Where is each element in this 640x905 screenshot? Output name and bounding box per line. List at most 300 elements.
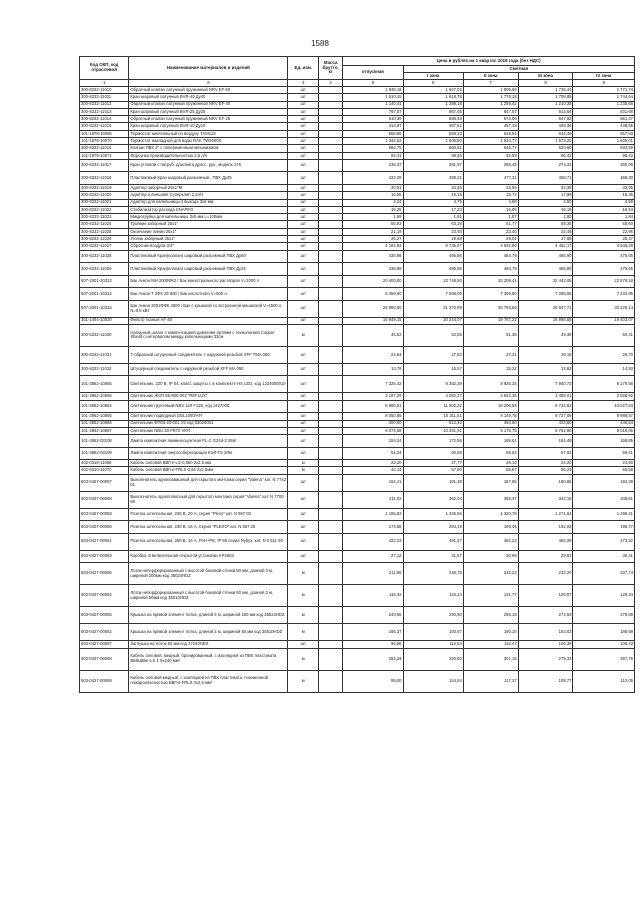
cell-release-price: 438,98 (343, 263, 403, 276)
cell-mass (319, 508, 343, 521)
table-row (80, 130, 635, 137)
cell-unit: шт (288, 130, 319, 137)
cell-unit: шт (288, 221, 319, 228)
cell-release-price: 4 184,92 (343, 243, 403, 250)
cell-zone-3: 458,71 (518, 172, 573, 185)
cell-zone-1: 320,60 (403, 648, 463, 670)
cell-mass (319, 400, 343, 413)
cell-zone-4: 186,59 (573, 624, 635, 641)
table-row (80, 199, 635, 206)
cell-zone-4: 468,30 (573, 172, 635, 185)
cell-unit: шт (288, 550, 319, 563)
cell-zone-4: 30,41 (573, 550, 635, 563)
cell-zone-3: 164,49 (518, 435, 573, 448)
cell-zone-4: 475,65 (573, 250, 635, 263)
cell-zone-3: 342,15 (518, 491, 573, 508)
cell-zone-4: 168,85 (573, 435, 635, 448)
cell-zone-2: 1 320,78 (463, 508, 518, 521)
cell-zone-1: 10 341,91 (403, 427, 463, 434)
table-row (80, 648, 635, 670)
cell-unit: шт (288, 101, 319, 108)
cell-code: 402-0310-11068 (80, 460, 129, 467)
cell-zone-1: 11 502,22 (403, 400, 463, 413)
cell-unit: шт (288, 214, 319, 221)
cell-release-price: 8 980,51 (343, 400, 403, 413)
cell-code: 300-8232-11027 (80, 243, 129, 250)
cell-release-price: 4,24 (343, 199, 403, 206)
cell-name: Бак Анкон Т 2ФК 25 500 / Бак кислотного V=500 л (129, 288, 288, 301)
table-row (80, 159, 635, 172)
cell-zone-2: 285,15 (463, 607, 518, 624)
cell-zone-1: 27,77 (403, 460, 463, 467)
price-table (79, 56, 635, 693)
cell-unit: шт (288, 94, 319, 101)
cell-name: Крышка на прямой элемент лотка, длиной 3 м, шириной 200 мм код 35524HDZ (129, 607, 288, 624)
cell-zone-3: 180,86 (518, 474, 573, 491)
cell-zone-4: 195,77 (573, 521, 635, 534)
cell-mass (319, 130, 343, 137)
cell-name: Светильник подводный GBL1000/AFI (129, 413, 288, 420)
cell-zone-3: 192,03 (518, 521, 573, 534)
table-row (80, 624, 635, 641)
cell-zone-2: 454,60 (463, 420, 518, 427)
cell-unit: шт (288, 363, 319, 376)
cell-code: 503-0427-00067 (80, 641, 129, 648)
cell-zone-1: 20 244,07 (403, 317, 463, 324)
table-row (80, 172, 635, 185)
cell-zone-2: 7 369,80 (463, 288, 518, 301)
cell-mass (319, 533, 343, 550)
table-row (80, 474, 635, 491)
cell-code: 300-8232-11016 (80, 145, 129, 152)
cell-zone-2: 187,85 (463, 474, 518, 491)
cell-zone-3: 1 271,64 (518, 508, 573, 521)
cell-code: 507-2001-10313 (80, 275, 129, 288)
cell-mass (319, 427, 343, 434)
cell-zone-2: 8 925,34 (463, 376, 518, 393)
table-row (80, 427, 635, 434)
cell-mass (319, 624, 343, 641)
cell-unit: шт (288, 145, 319, 152)
cell-zone-4: 60,60 (573, 221, 635, 228)
cell-zone-4: 18,36 (573, 192, 635, 199)
cell-zone-2: 482,22 (463, 533, 518, 550)
cell-zone-4: 112,05 (573, 670, 635, 692)
cell-zone-2: 131,77 (463, 585, 518, 607)
cell-unit: шт (288, 317, 319, 324)
cell-name: Светильник, 220 В, IP 54, класс защиты I, в комплекте HS LED, код 1224000010 (129, 376, 288, 393)
cell-zone-1: 495,86 (403, 250, 463, 263)
cell-code: 101-3862-03108 (80, 435, 129, 448)
cell-zone-3: 644,49 (518, 130, 573, 137)
cell-mass (319, 447, 343, 460)
cell-unit: шт (288, 206, 319, 213)
cell-name: Бак Анкон 2002ФФК 4500 / Бак с крышкой со встроенной мешалкой V=4500 л, N=0,5 кВт (129, 300, 288, 317)
cell-name: Кран шаровый латунный BVR-25 Ду25 (129, 108, 288, 115)
cell-name: Розетка штепсельная, 250 В, 16 А, PnH+PE, IP 66 серия Nybyx, кат. N 0 511 56 (129, 533, 288, 550)
cell-unit: шт (288, 413, 319, 420)
table-row (80, 400, 635, 413)
cell-mass (319, 413, 343, 420)
cell-name: Адаптер для капельницы 4 выхода 3х5 мм (129, 199, 288, 206)
cell-code: 300-8232-11018 (80, 172, 129, 185)
table-row (80, 288, 635, 301)
cell-zone-1: 1 606,50 (403, 138, 463, 145)
cell-release-price: 166,37 (343, 624, 403, 641)
cell-mass (319, 607, 343, 624)
cell-zone-4: 1 771,74 (573, 87, 635, 94)
cell-release-price: 550,85 (343, 130, 403, 137)
cell-unit: шт (288, 199, 319, 206)
cell-zone-2: 30,99 (463, 550, 518, 563)
header-name: Наименование материалов и изделий (129, 57, 288, 80)
cell-unit: шт (288, 116, 319, 123)
column-numbers-row (80, 80, 635, 87)
cell-unit: м (288, 467, 319, 474)
cell-mass (319, 199, 343, 206)
cell-zone-4: 448,55 (573, 123, 635, 130)
cell-release-price: 7 325,42 (343, 376, 403, 393)
cell-code: 402-0310-11070 (80, 467, 129, 474)
cell-zone-2: 15,22 (463, 363, 518, 376)
cell-zone-4: 19 403,07 (573, 317, 635, 324)
cell-zone-3: 16 996,58 (518, 317, 573, 324)
cell-zone-3: 16,19 (518, 206, 573, 213)
cell-zone-2: 355,37 (463, 491, 518, 508)
cell-zone-3: 465,90 (518, 250, 573, 263)
cell-mass (319, 87, 343, 94)
cell-zone-3: 55,23 (518, 467, 573, 474)
cell-name: Светильник NBU 30 FR70 VKR (129, 427, 288, 434)
cell-release-price: 30,51 (343, 184, 403, 191)
cell-zone-2: 484,79 (463, 250, 518, 263)
cell-name: Заглушка на лоток 50 мм код 37240HDZ (129, 641, 288, 648)
table-row (80, 108, 635, 115)
cell-release-price: 1 140,41 (343, 101, 403, 108)
cell-zone-3: 49,38 (518, 324, 573, 346)
cell-zone-4: 14,93 (573, 363, 635, 376)
cell-zone-1: 112,54 (403, 641, 463, 648)
cell-name: Выключатель одноклавишный для скрытого монтажа серия "Valena" кат. N 7742 01 (129, 474, 288, 491)
cell-name: Штуцерный соединитель с наружной резьбой XFF MA 050 (129, 363, 288, 376)
cell-release-price: 311,02 (343, 491, 403, 508)
cell-zone-4: 475,65 (573, 263, 635, 276)
cell-zone-2: 117,27 (463, 670, 518, 692)
cell-code: 101-3862-10866 (80, 420, 129, 427)
cell-unit: м (288, 648, 319, 670)
cell-code: 300-8232-11010 (80, 87, 129, 94)
cell-zone-1: 193,67 (403, 624, 463, 641)
cell-name: Форсунка производительностью 2,5 л/ч (129, 152, 288, 159)
cell-code: 503-0427-00065 (80, 607, 129, 624)
cell-release-price: 115,32 (343, 585, 403, 607)
cell-release-price: 400,00 (343, 420, 403, 427)
cell-mass (319, 435, 343, 448)
cell-unit: шт (288, 533, 319, 550)
cell-zone-2: 242,22 (463, 563, 518, 585)
cell-zone-1: 488,21 (403, 172, 463, 185)
cell-zone-2: 1 778,18 (463, 94, 518, 101)
cell-name: Обратный клапан латунный пружинный NRV EF-50 (129, 87, 288, 94)
colnum: 8 (518, 80, 573, 87)
cell-zone-2: 674,09 (463, 116, 518, 123)
cell-mass (319, 275, 343, 288)
cell-unit: шт (288, 641, 319, 648)
cell-mass (319, 263, 343, 276)
cell-name: Окончание линии 25х1" (129, 228, 288, 235)
cell-release-price: 27,12 (343, 550, 403, 563)
cell-release-price: 238,47 (343, 159, 403, 172)
cell-mass (319, 376, 343, 393)
cell-zone-4: 473,32 (573, 533, 635, 550)
cell-mass (319, 521, 343, 534)
cell-zone-3: 17,99 (518, 192, 573, 199)
cell-zone-1: 658,13 (403, 130, 463, 137)
cell-zone-1: 1,91 (403, 214, 463, 221)
cell-zone-2: 1,87 (463, 214, 518, 221)
cell-zone-4: 24,80 (573, 460, 635, 467)
cell-name: Клапан ПВХ 2" с попеременным механизмом (129, 145, 288, 152)
cell-unit: шт (288, 250, 319, 263)
cell-zone-1: 1 345,56 (403, 508, 463, 521)
cell-zone-2: 847,67 (463, 108, 518, 115)
cell-name: Розетка штепсельная, 230 В, 16 А, Серия "PLEXO" кат. N 867 25 (129, 521, 288, 534)
cell-zone-3: 59,36 (518, 221, 573, 228)
table-header (80, 57, 635, 87)
cell-unit: м (288, 324, 319, 346)
cell-code: 507-2001-10315 (80, 300, 129, 317)
table-row (80, 550, 635, 563)
cell-unit: шт (288, 427, 319, 434)
cell-mass (319, 563, 343, 585)
cell-code: 300-8232-11017 (80, 159, 129, 172)
cell-unit: шт (288, 447, 319, 460)
cell-zone-1: 495,86 (403, 263, 463, 276)
cell-zone-4: 1 606,01 (573, 138, 635, 145)
cell-zone-1: 17,23 (403, 206, 463, 213)
cell-release-price: 55,93 (343, 221, 403, 228)
table-row (80, 94, 635, 101)
cell-zone-4: 1 235,66 (573, 101, 635, 108)
cell-release-price: 21,19 (343, 228, 403, 235)
table-row (80, 275, 635, 288)
table-row (80, 607, 635, 624)
cell-code: 300-8232-11024 (80, 221, 129, 228)
cell-release-price: 1,69 (343, 214, 403, 221)
cell-release-price: 16,95 (343, 192, 403, 199)
cell-code: 300-8232-11020 (80, 192, 129, 199)
cell-unit: шт (288, 491, 319, 508)
cell-zone-1: 31,57 (403, 550, 463, 563)
cell-zone-3: 22 442,05 (518, 275, 573, 288)
cell-name: Уголок заборный 25х1" (129, 236, 288, 243)
cell-release-price: 6 450,00 (343, 288, 403, 301)
cell-unit: шт (288, 288, 319, 301)
cell-mass (319, 346, 343, 363)
cell-unit: шт (288, 346, 319, 363)
table-row (80, 152, 635, 159)
cell-zone-3: 3 455,01 (518, 393, 573, 400)
cell-zone-4: 108,43 (573, 641, 635, 648)
cell-zone-4: 279,89 (573, 607, 635, 624)
cell-zone-2: 51,36 (463, 324, 518, 346)
cell-unit: м (288, 624, 319, 641)
cell-zone-3: 274,54 (518, 607, 573, 624)
cell-code: 300-8232-11011 (80, 94, 129, 101)
cell-zone-2: 1 510,77 (463, 138, 518, 145)
cell-zone-4: 4,59 (573, 199, 635, 206)
table-row (80, 123, 635, 130)
cell-unit: шт (288, 87, 319, 94)
cell-code: 101-1878-10071 (80, 152, 129, 159)
cell-release-price: 211,86 (343, 563, 403, 585)
cell-zone-1: 6 735,47 (403, 243, 463, 250)
cell-release-price: 13,78 (343, 363, 403, 376)
cell-unit: шт (288, 228, 319, 235)
cell-zone-3: 464,28 (518, 533, 573, 550)
cell-zone-4: 98,43 (573, 152, 635, 159)
cell-zone-3: 22,49 (518, 228, 573, 235)
cell-zone-1: 19,15 (403, 192, 463, 199)
cell-zone-2: 29,01 (463, 236, 518, 243)
cell-name: Пластиковый Кран(клапан) шаровый разъемный ПВХ Ду50 (129, 250, 288, 263)
cell-zone-2: 16,85 (463, 206, 518, 213)
cell-release-price: 16 949,15 (343, 317, 403, 324)
table-row (80, 491, 635, 508)
cell-zone-2: 190,10 (463, 624, 518, 641)
cell-name: Адаптер заборный 25х1"М (129, 184, 288, 191)
cell-name: Светильник ФП03-20-001 УЗ код 03020001 (129, 420, 288, 427)
cell-release-price: 438,98 (343, 250, 403, 263)
cell-zone-4: 237,74 (573, 563, 635, 585)
cell-zone-3: 620,60 (518, 145, 573, 152)
cell-zone-4: 33,05 (573, 184, 635, 191)
cell-zone-1: 29,68 (403, 236, 463, 243)
cell-mass (319, 145, 343, 152)
cell-code: 101-3862-10865 (80, 376, 129, 393)
cell-zone-3: 814,64 (518, 108, 573, 115)
table-row (80, 585, 635, 607)
cell-code: 101-3862-03109 (80, 447, 129, 460)
table-row (80, 563, 635, 585)
cell-zone-3: 57,92 (518, 447, 573, 460)
cell-zone-3: 233,20 (518, 563, 573, 585)
cell-zone-2: 23 209,41 (463, 275, 518, 288)
cell-zone-3: 1 210,35 (518, 101, 573, 108)
cell-zone-2: 477,31 (463, 172, 518, 185)
table-row (80, 324, 635, 346)
cell-unit: шт (288, 243, 319, 250)
cell-name: Кабель силовой, медный, бронированный, с изоляцией из ПВХ пластиката ВБбШВнг-LS-1 5х240 мм² (129, 648, 288, 670)
cell-mass (319, 324, 343, 346)
cell-zone-2: 61,77 (463, 221, 518, 228)
cell-name: Обратный клапан латунный пружинный NRV EF-25 (129, 116, 288, 123)
cell-zone-4: 9 016,06 (573, 427, 635, 434)
cell-mass (319, 236, 343, 243)
cell-name: Кран шаровый латунный BVR-40 Ду40 (129, 94, 288, 101)
cell-zone-3: 4,50 (518, 199, 573, 206)
cell-unit: м (288, 607, 319, 624)
colnum: 7 (463, 80, 518, 87)
cell-zone-1: 191,38 (403, 474, 463, 491)
table-row (80, 221, 635, 228)
cell-zone-3: 108,77 (518, 670, 573, 692)
cell-release-price: 1 635,18 (343, 87, 403, 94)
cell-zone-3: 4 452,17 (518, 243, 573, 250)
cell-zone-1: 4 082,27 (403, 393, 463, 400)
cell-name: Тройник заборный 25х1" (129, 221, 288, 228)
cell-zone-3: 27,88 (518, 236, 573, 243)
cell-name: Термостат кипятильный по воздуху TAM123 (129, 130, 288, 137)
cell-name: Сбросник воздуха 3/4" (129, 243, 288, 250)
cell-mass (319, 138, 343, 145)
cell-code: 503-0427-00062 (80, 624, 129, 641)
cell-mass (319, 491, 343, 508)
cell-zone-1: 1 847,03 (403, 87, 463, 94)
table-row (80, 508, 635, 521)
cell-code: 507-2001-10314 (80, 288, 129, 301)
header-zone-1: I зона (403, 73, 463, 80)
colnum: 9 (573, 80, 635, 87)
cell-zone-2: 3 622,35 (463, 393, 518, 400)
cell-zone-4: 657,93 (573, 130, 635, 137)
cell-release-price: 96,88 (343, 641, 403, 648)
colnum: 6 (403, 80, 463, 87)
cell-zone-4: 831,68 (573, 108, 635, 115)
cell-unit: м (288, 585, 319, 607)
cell-release-price: 46,52 (343, 324, 403, 346)
cell-release-price: 42,14 (343, 467, 403, 474)
cell-zone-1: 98,46 (403, 152, 463, 159)
cell-mass (319, 221, 343, 228)
cell-zone-4: 22,96 (573, 228, 635, 235)
cell-mass (319, 585, 343, 607)
cell-zone-1: 660,51 (403, 145, 463, 152)
cell-code: 503-0427-00063 (80, 550, 129, 563)
cell-mass (319, 393, 343, 400)
cell-name: Кабель силовой ВВГнг-FRLS-0,66 2х2,5мм (129, 467, 288, 474)
cell-release-price: 8 050,85 (343, 413, 403, 420)
cell-code: 300-8232-11026 (80, 236, 129, 243)
cell-unit: шт (288, 435, 319, 448)
cell-code: 300-8232-11025 (80, 228, 129, 235)
cell-zone-3: 433,60 (518, 420, 573, 427)
cell-zone-1: 23 748,50 (403, 275, 463, 288)
cell-code: 300-8232-11030 (80, 324, 129, 346)
cell-zone-3: 24,20 (518, 460, 573, 467)
cell-zone-2: 55,87 (463, 467, 518, 474)
cell-zone-4: 1 744,64 (573, 94, 635, 101)
header-estimate: Сметная (403, 66, 634, 73)
cell-release-price: 8 074,58 (343, 427, 403, 434)
cell-zone-3: 106,36 (518, 641, 573, 648)
cell-name: Напорный шланг с компенсацией давления ёртёмм с технологией Copper Shield с интервалом между капельницами 33см (129, 324, 288, 346)
cell-zone-1: 203,19 (403, 521, 463, 534)
cell-name: Коробка ответвительная открытой установки KP2603 (129, 550, 288, 563)
cell-zone-1: 31 370,99 (403, 300, 463, 317)
cell-release-price: 413,87 (343, 123, 403, 130)
cell-zone-1: 4,79 (403, 199, 463, 206)
colnum: 4 (319, 80, 343, 87)
cell-mass (319, 300, 343, 317)
header-price-title: Цена в рублях на 1 квартал 2018 года (без НДС) (343, 57, 635, 66)
cell-unit: шт (288, 138, 319, 145)
table-row (80, 376, 635, 393)
cell-release-price: 610,39 (343, 116, 403, 123)
cell-zone-2: 1 805,60 (463, 87, 518, 94)
cell-zone-3: 7 940,73 (518, 376, 573, 393)
cell-mass (319, 363, 343, 376)
